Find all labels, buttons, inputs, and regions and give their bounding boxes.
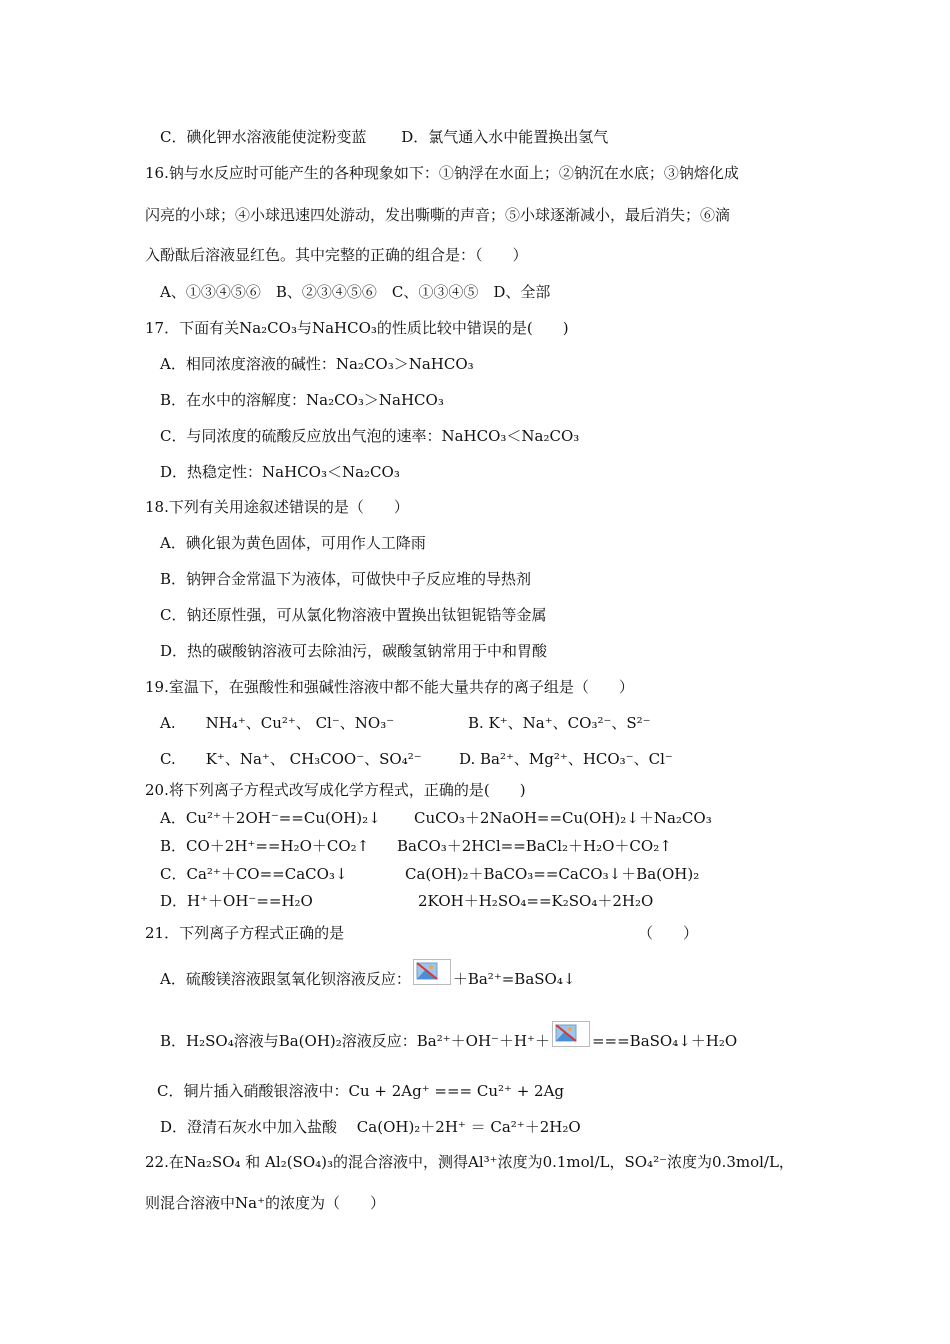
question-21-answer-paren: （ ） bbox=[638, 924, 699, 942]
option-21c: C．铜片插入硝酸银溶液中：Cu + 2Ag⁺ === Cu²⁺ + 2Ag bbox=[157, 1082, 565, 1100]
option-18b: B．钠钾合金常温下为液体，可做快中子反应堆的导热剂 bbox=[160, 570, 532, 588]
option-19d: D. Ba²⁺、Mg²⁺、HCO₃⁻、Cl⁻ bbox=[459, 750, 673, 768]
question-16-cont: 闪亮的小球；④小球迅速四处游动，发出嘶嘶的声音；⑤小球逐渐减小，最后消失；⑥滴 bbox=[145, 206, 731, 224]
option-21a-text-post: ＋Ba²⁺=BaSO₄↓ bbox=[452, 970, 576, 988]
option-17c: C．与同浓度的硫酸反应放出气泡的速率：NaHCO₃＜Na₂CO₃ bbox=[160, 427, 580, 445]
option-21b bbox=[160, 1029, 737, 1055]
option-21b-text-post: ===BaSO₄↓＋H₂O bbox=[591, 1032, 738, 1050]
option-18a: A．碘化银为黄色固体，可用作人工降雨 bbox=[160, 534, 426, 552]
question-16-options: A、①③④⑤⑥ B、②③④⑤⑥ C、①③④⑤ D、全部 bbox=[160, 283, 551, 301]
broken-image-icon bbox=[413, 959, 451, 985]
option-17a: A．相同浓度溶液的碱性：Na₂CO₃＞NaHCO₃ bbox=[160, 355, 474, 373]
question-16-cont2: 入酚酞后溶液显红色。其中完整的正确的组合是：（ ） bbox=[145, 246, 528, 264]
option-17b: B．在水中的溶解度：Na₂CO₃＞NaHCO₃ bbox=[160, 391, 444, 409]
option-19b: B. K⁺、Na⁺、CO₃²⁻、S²⁻ bbox=[468, 714, 651, 732]
option-21d: D．澄清石灰水中加入盐酸 Ca(OH)₂＋2H⁺ ＝ Ca²⁺＋2H₂O bbox=[160, 1118, 581, 1136]
option-18c: C．钠还原性强，可从氯化物溶液中置换出钛钽铌锆等金属 bbox=[160, 606, 547, 624]
option-21a-text: A．硫酸镁溶液跟氢氧化钡溶液反应： bbox=[160, 970, 411, 988]
question-22: 22.在Na₂SO₄ 和 Al₂(SO₄)₃的混合溶液中，测得Al³⁺浓度为0.1mol/L，SO₄²⁻浓度为0.3mol/L， bbox=[145, 1153, 794, 1171]
question-21: 21．下列离子方程式正确的是 bbox=[145, 924, 345, 942]
question-16: 16.钠与水反应时可能产生的各种现象如下：①钠浮在水面上；②钠沉在水底；③钠熔化成 bbox=[145, 164, 739, 182]
question-19: 19.室温下，在强酸性和强碱性溶液中都不能大量共存的离子组是（ ） bbox=[145, 678, 634, 696]
question-22-cont: 则混合溶液中Na⁺的浓度为（ ） bbox=[145, 1194, 385, 1212]
option-20d-ionic: D．H⁺＋OH⁻==H₂O bbox=[160, 892, 313, 910]
option-21a bbox=[160, 967, 575, 993]
option-18d: D．热的碳酸钠溶液可去除油污，碳酸氢钠常用于中和胃酸 bbox=[160, 642, 548, 660]
option-21b-text: B．H₂SO₄溶液与Ba(OH)₂溶液反应：Ba²⁺＋OH⁻＋H⁺＋ bbox=[160, 1032, 550, 1050]
option-20a-ionic: A．Cu²⁺＋2OH⁻==Cu(OH)₂↓ bbox=[160, 809, 381, 827]
option-20c-ionic: C．Ca²⁺＋CO==CaCO₃↓ bbox=[160, 865, 348, 883]
option-19a: A. NH₄⁺、Cu²⁺、 Cl⁻、NO₃⁻ bbox=[160, 714, 395, 732]
option-20a-chemical: CuCO₃＋2NaOH==Cu(OH)₂↓＋Na₂CO₃ bbox=[414, 809, 712, 827]
option-20b-ionic: B．CO＋2H⁺==H₂O＋CO₂↑ bbox=[160, 837, 370, 855]
question-17: 17．下面有关Na₂CO₃与NaHCO₃的性质比较中错误的是( ) bbox=[145, 319, 569, 337]
line-15c: C．碘化钾水溶液能使淀粉变蓝 D．氯气通入水中能置换出氢气 bbox=[160, 128, 609, 146]
question-18: 18.下列有关用途叙述错误的是（ ） bbox=[145, 498, 409, 516]
question-20: 20.将下列离子方程式改写成化学方程式，正确的是( ) bbox=[145, 781, 526, 799]
option-19c: C. K⁺、Na⁺、 CH₃COO⁻、SO₄²⁻ bbox=[160, 750, 422, 768]
option-20d-chemical: 2KOH＋H₂SO₄==K₂SO₄＋2H₂O bbox=[418, 892, 654, 910]
broken-image-icon bbox=[552, 1021, 590, 1047]
option-20b-chemical: BaCO₃＋2HCl==BaCl₂＋H₂O＋CO₂↑ bbox=[397, 837, 672, 855]
option-20c-chemical: Ca(OH)₂＋BaCO₃==CaCO₃↓＋Ba(OH)₂ bbox=[405, 865, 700, 883]
option-17d: D．热稳定性：NaHCO₃＜Na₂CO₃ bbox=[160, 463, 400, 481]
